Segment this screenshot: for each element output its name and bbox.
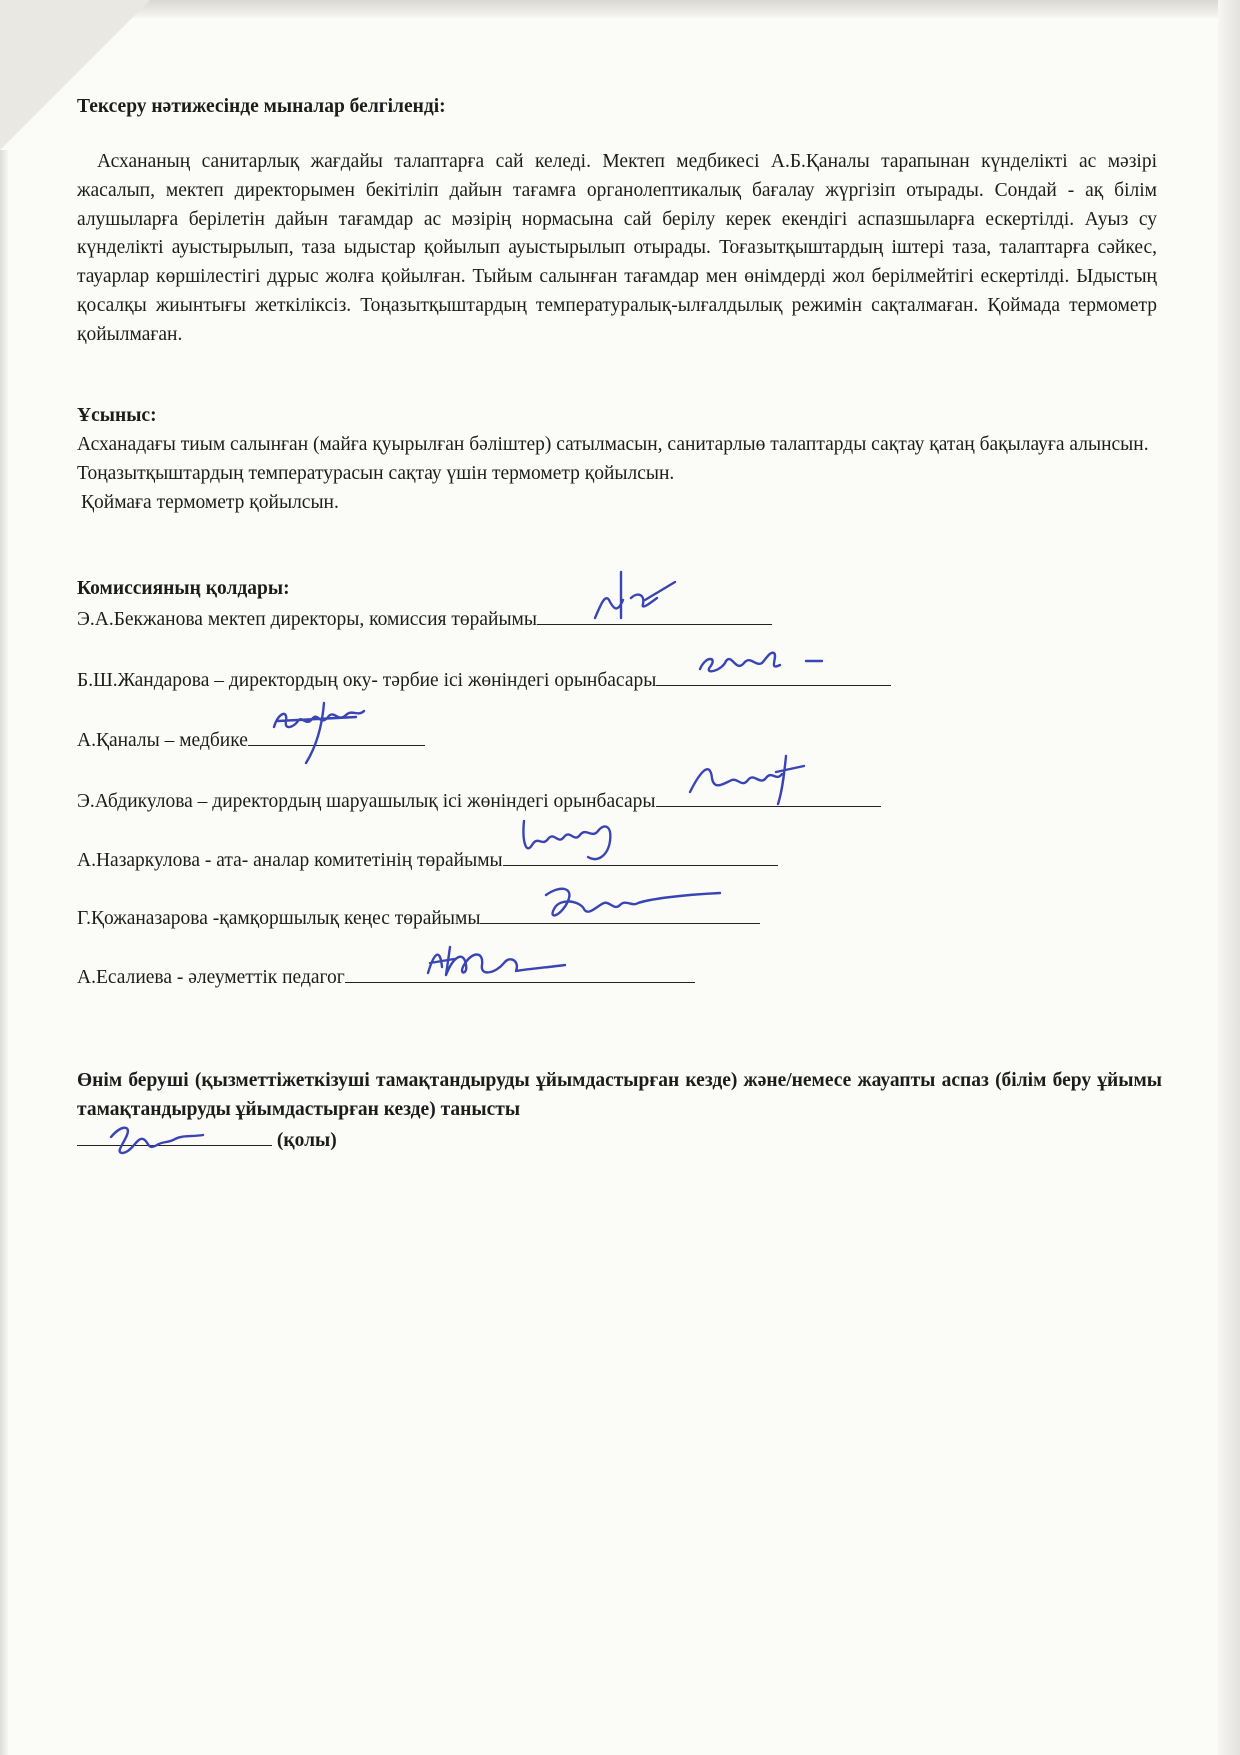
- handwritten-signature: [518, 811, 638, 871]
- signature-row-deputy-education: [77, 665, 891, 695]
- scan-edge-right: [1218, 0, 1240, 1755]
- signature-row-deputy-household: [77, 786, 881, 816]
- commission-title: Комиссияның қолдары:: [77, 578, 290, 599]
- signature-line: [77, 1125, 272, 1146]
- member-label: А.Назаркулова - ата- аналар комитетінің төрайымы: [77, 850, 503, 871]
- member-label: Э.Абдикулова – директордың шаруашылық ісі жөніндегі орынбасары: [77, 791, 656, 812]
- folded-corner: [0, 0, 150, 150]
- member-label: Б.Ш.Жандарова – директордың оку- тәрбие ісі жөніндегі орынбасары: [77, 670, 657, 691]
- handwritten-signature: [268, 697, 388, 767]
- findings-heading: Тексеру нәтижесінде мыналар белгіленді:: [77, 96, 446, 117]
- recommendation-item: Тоңазытқыштардың температурасын сақтау үшін термометр қойылсын.: [77, 462, 675, 484]
- acknowledgement-paragraph: [77, 1067, 1162, 1155]
- recommendation-item: Асханадағы тиым салынған (майға қуырылған бәліштер) сатылмасын, санитарлыө талаптарды сақтау қатаң бақылауға алынсын.: [77, 434, 1149, 455]
- findings-paragraph: Асхананың санитарлық жағдайы талаптарға сай келеді. Мектеп медбикесі А.Б.Қаналы тарапынан күнделікті ас мәзірі жасалып, мектеп директорымен бекітіліп дайын тағамға органолептикалық бағалау жүргізіп отырады. Сондай - ақ білім алушыларға берілетін дайын тағамдар ас мәзірің нормасына сай берілу керек екендігі аспазшыларға ескертілді. Ауыз су күнделікті ауыстырылып, таза ыдыстар қойылып ауыстырылып отырады. Тоғазытқыштардың іштері таза, талаптарға сәйкес, тауарлар көршілестігі дұрыс жолға қойылған. Тыйым салынған тағамдар мен өнімдерді жол берілмейтігі ескертілді. Ыдыстың қосалқы жиынтығы жеткіліксіз. Тоңазытқыштардың температуралық-ылғалдылық режимін сақталмаған. Қоймада термометр қойылмаған.: [77, 151, 1157, 345]
- handwritten-signature: [587, 570, 707, 630]
- handwritten-signature: [540, 881, 740, 931]
- handwritten-signature: [686, 752, 826, 812]
- scan-edge-left: [0, 150, 8, 1755]
- signature-caption: (қолы): [276, 1129, 337, 1151]
- handwritten-signature: [107, 1119, 217, 1159]
- acknowledgement-text: Өнім беруші (қызметтіжеткізуші тамақтандыруды ұйымдастырған кезде) және/немесе жауапты аспаз (білім беру ұйымы тамақтандыруды ұйымдастырған кезде) танысты: [77, 1070, 1162, 1120]
- member-label: А.Қаналы – медбике: [77, 730, 248, 751]
- signature-line: [503, 845, 778, 866]
- signature-row-nurse: [77, 725, 425, 755]
- signature-line: [248, 725, 425, 746]
- signature-line: [345, 962, 695, 983]
- scan-shadow-top: [0, 0, 1240, 18]
- handwritten-signature: [696, 645, 846, 685]
- signature-row-director: [77, 604, 772, 634]
- signature-line: [656, 665, 891, 686]
- recommendation-item: Қоймаға термометр қойылсын.: [81, 491, 339, 513]
- member-label: Э.А.Бекжанова мектеп директоры, комиссия төрайымы: [77, 609, 538, 630]
- signature-row-parents-committee: [77, 845, 778, 875]
- recommendation-title: Ұсыныс:: [77, 405, 157, 426]
- signature-line: [656, 786, 881, 807]
- signature-row-social-pedagogue: [77, 962, 695, 992]
- member-label: Г.Қожаназарова -қамқоршылық кеңес төрайымы: [77, 908, 481, 929]
- member-label: А.Есалиева - әлеуметтік педагог: [77, 967, 345, 988]
- handwritten-signature: [420, 941, 570, 986]
- recommendation-body: [77, 431, 1157, 517]
- signature-line: [480, 903, 760, 924]
- signature-line: [537, 604, 772, 625]
- signature-row-guardianship-council: [77, 903, 760, 933]
